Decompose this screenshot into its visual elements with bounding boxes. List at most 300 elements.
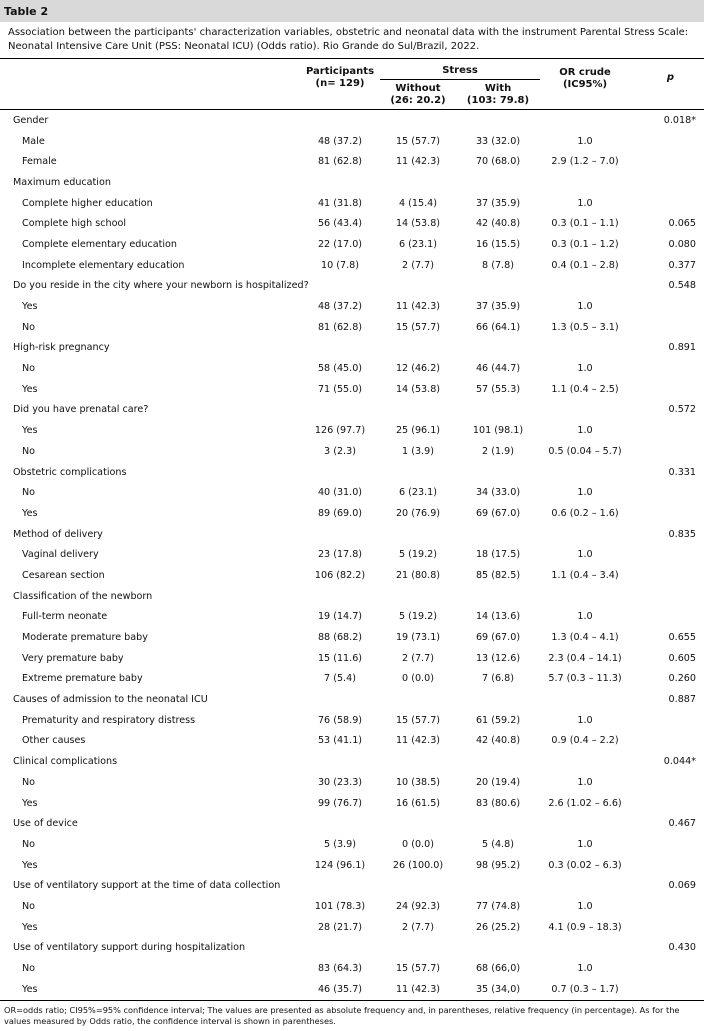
table-row (0, 958, 704, 979)
cell-participants: 126 (97.7) (314, 425, 366, 437)
cell-or: 0.5 (0.04 – 5.7) (548, 445, 622, 457)
cell-without: 11 (42.3) (395, 301, 441, 313)
cell-without (380, 110, 456, 131)
cell-or: 4.1 (0.9 – 18.3) (548, 921, 622, 933)
cell-or: 2.3 (0.4 – 14.1) (548, 652, 622, 664)
cell-without: 26 (100.0) (392, 859, 444, 871)
cell-participants: 10 (7.8) (320, 259, 359, 271)
cell-label: Complete high school (22, 218, 127, 230)
cell-p: 0.018* (663, 114, 697, 126)
cell-p (630, 917, 704, 938)
cell-with: 77 (74.8) (475, 900, 521, 912)
cell-p (630, 834, 704, 855)
cell-participants: 22 (17.0) (317, 238, 363, 250)
cell-with (456, 110, 540, 131)
cell-label: Yes (22, 425, 38, 437)
header-participants-label: Participants (305, 66, 375, 77)
cell-p: 0.655 (668, 632, 697, 644)
cell-with: 34 (33.0) (475, 487, 521, 499)
cell-p: 0.548 (668, 280, 697, 292)
cell-or: 1.1 (0.4 – 2.5) (551, 383, 619, 395)
cell-or: 5.7 (0.3 – 11.3) (548, 673, 622, 685)
cell-label: Method of delivery (13, 528, 103, 540)
cell-or: 1.0 (577, 487, 593, 499)
cell-participants: 40 (31.0) (317, 487, 363, 499)
cell-without: 15 (57.7) (395, 135, 441, 147)
cell-or (540, 938, 630, 959)
cell-participants (300, 110, 380, 131)
cell-label: Male (22, 135, 45, 147)
cell-label: Did you have prenatal care? (13, 404, 149, 416)
cell-label: No (22, 838, 36, 850)
cell-or (540, 689, 630, 710)
table-row (0, 793, 704, 814)
cell-label: Yes (22, 797, 38, 809)
cell-or: 0.6 (0.2 – 1.6) (551, 507, 619, 519)
cell-with (456, 586, 540, 607)
cell-without (380, 751, 456, 772)
table-row (0, 834, 704, 855)
cell-label: No (22, 445, 36, 457)
table-body (0, 110, 704, 1001)
cell-participants: 48 (37.2) (317, 301, 363, 313)
cell-label: No (22, 963, 36, 975)
cell-label: Obstetric complications (13, 466, 127, 478)
cell-with: 66 (64.1) (475, 321, 521, 333)
cell-without: 25 (96.1) (395, 425, 441, 437)
cell-without: 2 (7.7) (402, 921, 434, 933)
cell-with (456, 462, 540, 483)
cell-without: 15 (57.7) (395, 714, 441, 726)
cell-with: 7 (6.8) (482, 673, 514, 685)
cell-participants: 71 (55.0) (317, 383, 363, 395)
cell-or (540, 524, 630, 545)
table-caption: Association between the participants' characterization variables, obstetric and neonatal data with the instrument Parental Stress Scale: Neonatal Intensive Care Unit (PSS: Neonatal ICU) (Odds ratio). Rio Grande do Sul/Brazil, 2022. (0, 22, 704, 59)
cell-p (630, 151, 704, 172)
cell-with: 69 (67.0) (475, 632, 521, 644)
table-row (0, 358, 704, 379)
table-row (0, 420, 704, 441)
cell-or: 1.0 (577, 425, 593, 437)
cell-label: No (22, 321, 36, 333)
cell-participants (300, 938, 380, 959)
cell-label: Vaginal delivery (22, 549, 99, 561)
cell-participants: 28 (21.7) (317, 921, 363, 933)
header-participants-n: (n= 129) (315, 78, 365, 89)
cell-or: 2.6 (1.02 – 6.6) (548, 797, 622, 809)
table-row (0, 669, 704, 690)
cell-without: 1 (3.9) (402, 445, 434, 457)
section-row (0, 462, 704, 483)
table-row (0, 979, 704, 1000)
cell-participants (300, 689, 380, 710)
table-row (0, 565, 704, 586)
cell-with: 13 (12.6) (475, 652, 521, 664)
section-row (0, 875, 704, 896)
cell-p: 0.065 (668, 218, 697, 230)
cell-participants: 56 (43.4) (317, 218, 363, 230)
cell-without (380, 338, 456, 359)
cell-p (630, 979, 704, 1000)
cell-participants (300, 751, 380, 772)
header-empty-2 (0, 80, 300, 110)
section-row (0, 400, 704, 421)
cell-or: 0.3 (0.1 – 1.2) (551, 238, 619, 250)
cell-participants: 58 (45.0) (317, 363, 363, 375)
cell-or: 0.3 (0.1 – 1.1) (551, 218, 619, 230)
cell-p (630, 855, 704, 876)
table-row (0, 710, 704, 731)
cell-p (630, 586, 704, 607)
header-stress: Stress (380, 59, 540, 80)
cell-without (380, 586, 456, 607)
table-row (0, 896, 704, 917)
cell-without: 11 (42.3) (380, 979, 456, 1000)
cell-or: 1.0 (577, 301, 593, 313)
cell-p (630, 565, 704, 586)
table-row (0, 607, 704, 628)
cell-without: 10 (38.5) (395, 776, 441, 788)
table-row (0, 627, 704, 648)
section-row (0, 524, 704, 545)
section-row (0, 338, 704, 359)
header-without (380, 80, 456, 110)
table-row (0, 234, 704, 255)
cell-with: 61 (59.2) (475, 714, 521, 726)
cell-or: 1.0 (577, 197, 593, 209)
cell-participants (300, 462, 380, 483)
section-row (0, 172, 704, 193)
cell-p (630, 958, 704, 979)
cell-p: 0.044* (663, 756, 697, 768)
section-row (0, 689, 704, 710)
cell-or (540, 875, 630, 896)
table-row (0, 503, 704, 524)
cell-p: 0.572 (668, 404, 697, 416)
cell-with: 42 (40.8) (475, 735, 521, 747)
cell-p (630, 379, 704, 400)
cell-or: 0.3 (0.02 – 6.3) (548, 859, 622, 871)
cell-p (630, 503, 704, 524)
cell-without: 12 (46.2) (395, 363, 441, 375)
section-row (0, 938, 704, 959)
cell-or: 1.1 (0.4 – 3.4) (551, 569, 619, 581)
cell-with: 18 (17.5) (475, 549, 521, 561)
cell-with: 26 (25.2) (475, 921, 521, 933)
cell-participants: 53 (41.1) (317, 735, 363, 747)
cell-p (630, 193, 704, 214)
cell-participants: 124 (96.1) (314, 859, 366, 871)
cell-participants: 5 (3.9) (324, 838, 356, 850)
cell-label: Yes (22, 859, 38, 871)
cell-participants: 101 (78.3) (314, 900, 366, 912)
cell-participants (300, 813, 380, 834)
cell-with: 42 (40.8) (475, 218, 521, 230)
cell-participants (300, 276, 380, 297)
table-row (0, 151, 704, 172)
section-row (0, 586, 704, 607)
cell-p (630, 172, 704, 193)
cell-participants: 48 (37.2) (317, 135, 363, 147)
cell-or: 1.0 (577, 838, 593, 850)
header-p-label: p (666, 72, 675, 83)
cell-without (380, 524, 456, 545)
cell-without: 5 (19.2) (398, 611, 437, 623)
header-participants (300, 59, 380, 109)
cell-label: Very premature baby (22, 652, 124, 664)
cell-with (456, 751, 540, 772)
table-row (0, 255, 704, 276)
cell-or (540, 586, 630, 607)
cell-or: 1.0 (577, 611, 593, 623)
cell-participants (300, 338, 380, 359)
cell-p: 0.467 (668, 818, 697, 830)
cell-without: 2 (7.7) (402, 652, 434, 664)
cell-with: 8 (7.8) (482, 259, 514, 271)
cell-label: Do you reside in the city where your newborn is hospitalized? (13, 280, 309, 292)
cell-or (540, 751, 630, 772)
cell-p: 0.080 (668, 238, 697, 250)
cell-participants (300, 875, 380, 896)
table-row (0, 731, 704, 752)
cell-or: 0.9 (0.4 – 2.2) (551, 735, 619, 747)
cell-participants: 23 (17.8) (317, 549, 363, 561)
cell-p (630, 544, 704, 565)
cell-without (380, 875, 456, 896)
cell-without: 15 (57.7) (395, 321, 441, 333)
cell-label: Female (22, 156, 57, 168)
cell-with (456, 524, 540, 545)
cell-participants: 89 (69.0) (317, 507, 363, 519)
cell-participants (300, 524, 380, 545)
header-or-ci: (IC95%) (562, 79, 608, 90)
cell-label: Maximum education (13, 176, 111, 188)
cell-participants: 83 (64.3) (317, 963, 363, 975)
cell-with: 2 (1.9) (482, 445, 514, 457)
cell-label: Yes (22, 383, 38, 395)
cell-label: Prematurity and respiratory distress (22, 714, 196, 726)
cell-participants: 15 (11.6) (317, 652, 363, 664)
cell-without: 5 (19.2) (398, 549, 437, 561)
cell-without (380, 813, 456, 834)
table-title: Table 2 (0, 0, 704, 22)
cell-p: 0.891 (668, 342, 697, 354)
cell-label: No (22, 487, 36, 499)
cell-p: 0.887 (668, 694, 697, 706)
cell-without: 14 (53.8) (395, 383, 441, 395)
cell-label: Incomplete elementary education (22, 259, 185, 271)
cell-or (540, 338, 630, 359)
cell-label: Extreme premature baby (22, 673, 143, 685)
cell-label: Moderate premature baby (22, 632, 148, 644)
cell-without (380, 938, 456, 959)
cell-with: 101 (98.1) (472, 425, 524, 437)
cell-label: Full-term neonate (22, 611, 108, 623)
cell-label: Yes (22, 921, 38, 933)
cell-with: 46 (44.7) (475, 363, 521, 375)
cell-without: 20 (76.9) (395, 507, 441, 519)
cell-without (380, 276, 456, 297)
cell-participants: 30 (23.3) (317, 776, 363, 788)
cell-label: Clinical complications (13, 756, 118, 768)
cell-participants: 46 (35.7) (300, 979, 380, 1000)
cell-or: 1.0 (577, 900, 593, 912)
cell-label: High-risk pregnancy (13, 342, 110, 354)
cell-or (540, 276, 630, 297)
cell-p (630, 793, 704, 814)
cell-or: 0.7 (0.3 – 1.7) (540, 979, 630, 1000)
cell-without: 14 (53.8) (395, 218, 441, 230)
cell-or (540, 172, 630, 193)
cell-without: 11 (42.3) (395, 156, 441, 168)
cell-label: Complete elementary education (22, 238, 177, 250)
cell-with: 85 (82.5) (475, 569, 521, 581)
cell-participants: 19 (14.7) (317, 611, 363, 623)
cell-with: 33 (32.0) (475, 135, 521, 147)
cell-p: 0.260 (668, 673, 697, 685)
cell-without: 0 (0.0) (402, 673, 434, 685)
section-row (0, 813, 704, 834)
cell-with: 14 (13.6) (475, 611, 521, 623)
cell-with: 69 (67.0) (475, 507, 521, 519)
cell-p (630, 607, 704, 628)
cell-without: 21 (80.8) (395, 569, 441, 581)
table-row (0, 131, 704, 152)
cell-or: 1.3 (0.4 – 4.1) (551, 632, 619, 644)
cell-p: 0.069 (668, 880, 697, 892)
cell-or: 2.9 (1.2 – 7.0) (551, 156, 619, 168)
cell-p (630, 441, 704, 462)
cell-label: No (22, 900, 36, 912)
cell-with: 83 (80.6) (475, 797, 521, 809)
cell-without: 6 (23.1) (398, 487, 437, 499)
cell-label: Yes (22, 301, 38, 313)
table-row (0, 193, 704, 214)
cell-participants: 3 (2.3) (324, 445, 356, 457)
cell-participants (300, 400, 380, 421)
header-with (456, 80, 540, 110)
header-without-n: (26: 20.2) (390, 95, 446, 106)
cell-with (456, 276, 540, 297)
cell-label: Causes of admission to the neonatal ICU (13, 694, 208, 706)
header-empty (0, 59, 300, 80)
header-or (540, 59, 630, 109)
cell-without: 24 (92.3) (395, 900, 441, 912)
cell-with: 35 (34,0) (456, 979, 540, 1000)
cell-participants: 81 (62.8) (317, 156, 363, 168)
cell-with (456, 938, 540, 959)
cell-with: 20 (19.4) (475, 776, 521, 788)
cell-with (456, 400, 540, 421)
cell-p: 0.605 (668, 652, 697, 664)
cell-without: 16 (61.5) (395, 797, 441, 809)
cell-label: Use of ventilatory support during hospitalization (13, 942, 246, 954)
cell-or: 1.3 (0.5 – 3.1) (551, 321, 619, 333)
cell-participants: 106 (82.2) (314, 569, 366, 581)
cell-without (380, 172, 456, 193)
cell-p (630, 896, 704, 917)
table-row (0, 213, 704, 234)
cell-label: Use of device (13, 818, 78, 830)
table-row (0, 917, 704, 938)
cell-or: 1.0 (577, 963, 593, 975)
table-row (0, 855, 704, 876)
header-p (630, 59, 704, 109)
cell-participants (300, 586, 380, 607)
cell-with: 57 (55.3) (475, 383, 521, 395)
cell-with: 5 (4.8) (482, 838, 514, 850)
header-without-label: Without (395, 83, 441, 94)
cell-without: 2 (7.7) (402, 259, 434, 271)
cell-with (456, 338, 540, 359)
cell-without: 19 (73.1) (395, 632, 441, 644)
cell-with (456, 172, 540, 193)
cell-label: Use of ventilatory support at the time of data collection (13, 880, 281, 892)
cell-with (456, 813, 540, 834)
cell-label: No (22, 363, 36, 375)
cell-or (540, 400, 630, 421)
table-row (0, 296, 704, 317)
cell-label: Yes (22, 507, 38, 519)
header-with-label: With (484, 83, 512, 94)
cell-with (456, 689, 540, 710)
cell-p (630, 482, 704, 503)
section-row (0, 276, 704, 297)
cell-without (380, 462, 456, 483)
cell-participants: 41 (31.8) (317, 197, 363, 209)
cell-label: No (22, 776, 36, 788)
cell-label: Complete higher education (22, 197, 153, 209)
cell-p (630, 772, 704, 793)
cell-participants: 7 (5.4) (324, 673, 356, 685)
table-footnote: OR=odds ratio; CI95%=95% confidence interval; The values are presented as absolute frequency and, in parentheses, relative frequency (in percentage). As for the values measured by Odds ratio, the confidence interval is shown in parentheses. (4, 1004, 680, 1026)
cell-p (630, 420, 704, 441)
cell-or (540, 813, 630, 834)
table-row (0, 379, 704, 400)
cell-participants: 99 (76.7) (317, 797, 363, 809)
cell-p (630, 317, 704, 338)
table-row (0, 544, 704, 565)
cell-label: Other causes (22, 735, 86, 747)
cell-p (630, 710, 704, 731)
cell-without (380, 400, 456, 421)
cell-with: 98 (95.2) (475, 859, 521, 871)
section-row (0, 751, 704, 772)
table-row (0, 648, 704, 669)
cell-p (630, 131, 704, 152)
cell-with: 37 (35.9) (475, 197, 521, 209)
cell-without: 15 (57.7) (395, 963, 441, 975)
cell-or: 0.4 (0.1 – 2.8) (551, 259, 619, 271)
cell-or: 1.0 (577, 714, 593, 726)
results-table (0, 59, 704, 1001)
cell-or: 1.0 (577, 363, 593, 375)
cell-or (540, 110, 630, 131)
section-row (0, 110, 704, 131)
cell-without: 6 (23.1) (398, 238, 437, 250)
cell-with: 16 (15.5) (475, 238, 521, 250)
cell-with: 68 (66,0) (475, 963, 521, 975)
cell-or: 1.0 (577, 776, 593, 788)
cell-p: 0.377 (668, 259, 697, 271)
cell-participants (300, 172, 380, 193)
cell-label: Classification of the newborn (13, 590, 153, 602)
table-row (0, 772, 704, 793)
cell-participants: 76 (58.9) (317, 714, 363, 726)
cell-without (380, 689, 456, 710)
table-row (0, 482, 704, 503)
cell-without: 0 (0.0) (402, 838, 434, 850)
